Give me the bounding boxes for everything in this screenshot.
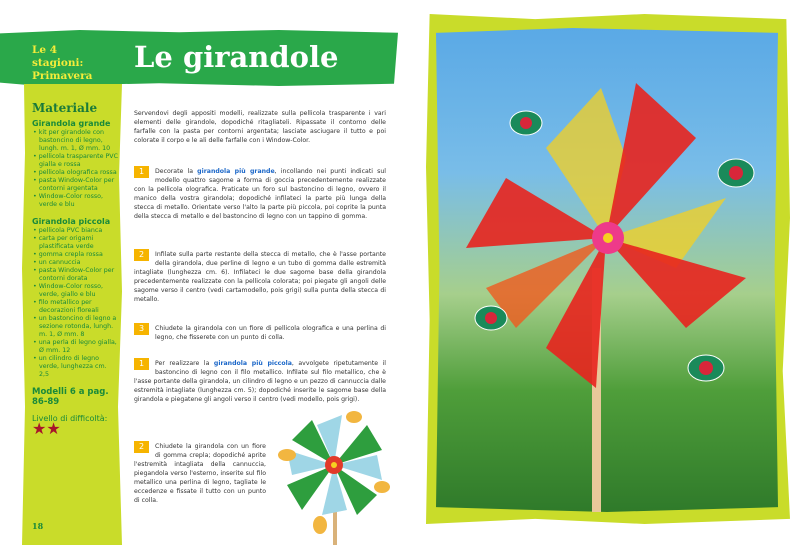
materials-list — [32, 101, 118, 438]
material-item: • pasta Window-Color per contorni argentata — [32, 177, 118, 193]
difficulty-label: Livello di difficoltà: — [32, 414, 108, 423]
step-text: Chiudete la girandola con un fiore di pellicola olografica e una perlina di legno, che fisserete con un punto di colla. — [155, 325, 386, 341]
material-item: • un cilindro di legno verde, lunghezza cm. 2,5 — [32, 355, 118, 379]
difficulty-stars — [32, 419, 118, 438]
material-items — [32, 129, 118, 209]
step-text: Infilate sulla parte restante della stecca di metallo, che è l'asse portante della girandola, due perline di legno e un tubo di gomma dalle estremità intagliate (lunghezza cm. 6). Infilateci le due sagome base della girandola precedentemente realizzate con la pellicola colorata; poi piegate gli angoli delle sagome verso il centro (vedi cartamodello, pois grigi) sulla punta della stecca di metallo. — [134, 251, 386, 303]
step-3-large — [134, 324, 386, 342]
step-text: , avvolgete ripetutamente il bastoncino di legno con il filo metallico. Infilate sul filo metallico, che è l'asse portante della girandola, un cilindro di legno e un pezzo di cannuccia dalle estremità intagliate (lunghezza cm. 5); dopodiché inserite le sagome base della girandola e piegatene gli angoli verso il centro (vedi modello, pois grigi). — [134, 360, 387, 403]
material-items — [32, 227, 118, 379]
step-number: 1 — [134, 166, 149, 178]
small-pinwheel-image — [272, 405, 397, 545]
step-text: , incollando nei punti indicati sul modello quattro sagome a forma di goccia precedentemente realizzate con la pellicola olografica. Praticate un foro sul bastoncino di legno, ovvero il manico della vostra girandola; dopodiché infilateci la parte più lunga della stecca di metallo. Orientate verso l'alto la parte più piccola, poi coprite la punta della stecca di metallo e del bastoncino di legno con un tappino di gomma. — [134, 168, 386, 220]
step-text: Decorate la — [155, 168, 198, 175]
material-item: • Window-Color rosso, verde, giallo e blu — [32, 283, 118, 299]
intro-text: Servendovi degli appositi modelli, realizzate sulla pellicola trasparente i vari elementi delle girandole, dopodiché ritagliateli. Ripassate il contorno delle farfalle con la pasta per contorni argentata; lasciate asciugare il tutto e poi colorate il corpo e le ali delle farfalle con i Window-Color. — [134, 110, 386, 144]
material-item: • Window-Color rosso, verde e blu — [32, 193, 118, 209]
models-ref: Modelli 6 a pag. 86-89 — [32, 387, 109, 407]
material-item: • filo metallico per decorazioni floreali — [32, 299, 118, 315]
group-title: Girandola piccola — [32, 217, 111, 226]
material-item: • kit per girandole con bastoncino di legno, lungh. m. 1, Ø mm. 10 — [32, 129, 118, 153]
material-item: • pellicola PVC bianca — [32, 227, 118, 235]
step-number: 2 — [134, 441, 149, 453]
step-text: Chiudete la girandola con un fiore di gomma crepla; dopodiché aprite l'estremità intagliata della cannuccia, piegandola verso l'esterno, inserite sul filo metallico una perlina di legno, tagliate le eccedenze e fissate il tutto con un punto di colla. — [134, 443, 266, 504]
material-item: • un cannuccia — [32, 259, 118, 267]
page-number: 18 — [32, 521, 44, 531]
step-2-large — [134, 250, 386, 304]
section-label: Le 4 stagioni: Primavera — [32, 44, 93, 82]
material-item: • un bastoncino di legno a sezione rotonda, lungh. m. 1, Ø mm. 8 — [32, 315, 118, 339]
step-number: 2 — [134, 249, 149, 261]
material-item: • una perla di legno gialla, Ø mm. 12 — [32, 339, 118, 355]
step-1-small — [134, 359, 386, 404]
star-icon: ★ — [32, 419, 47, 438]
step-number: 3 — [134, 323, 149, 335]
highlight: girandola più piccola — [213, 360, 292, 367]
highlight: girandola più grande — [197, 168, 275, 175]
step-number: 1 — [134, 358, 149, 370]
large-pinwheel-image — [436, 28, 778, 512]
step-2-small — [134, 442, 266, 505]
materials-heading: Materiale — [32, 101, 98, 115]
step-text: Per realizzare la — [155, 360, 214, 367]
group-title: Girandola grande — [32, 119, 111, 128]
page-title: Le girandole — [134, 40, 339, 74]
material-item: • pasta Window-Color per contorni dorata — [32, 267, 118, 283]
star-icon: ★ — [46, 419, 61, 438]
material-item: • pellicola trasparente PVC gialla e rossa — [32, 153, 118, 169]
material-item: • carta per origami plastificata verde — [32, 235, 118, 251]
material-item: • pellicola olografica rossa — [32, 169, 118, 177]
step-1-large — [134, 167, 386, 221]
material-item: • gomma crepla rossa — [32, 251, 118, 259]
